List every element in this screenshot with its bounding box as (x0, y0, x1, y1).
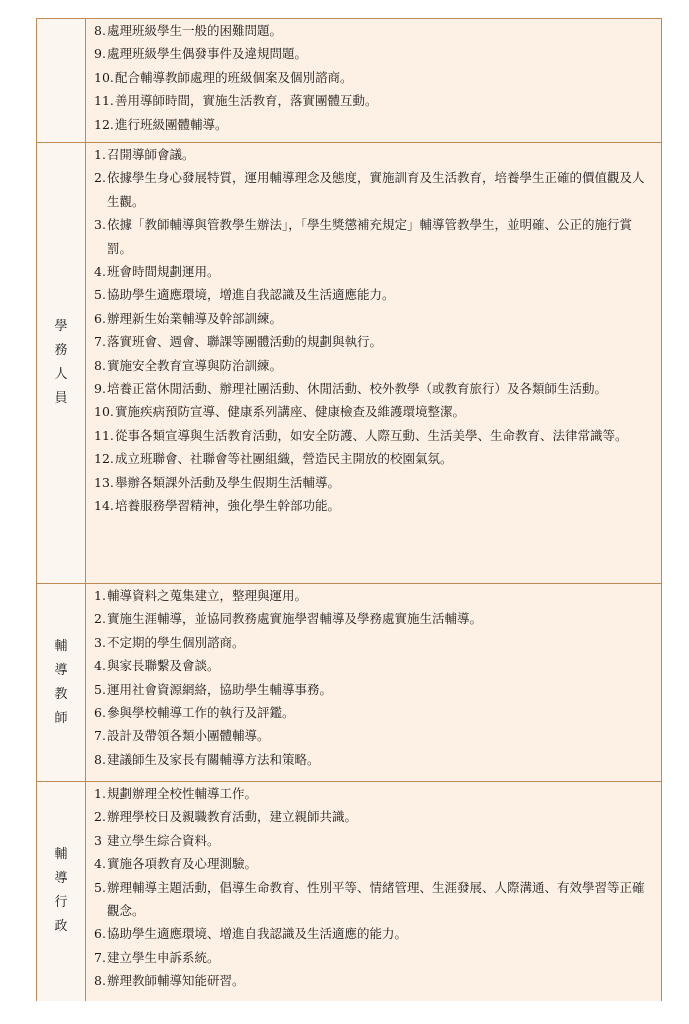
duty-list (94, 143, 653, 518)
item-number: 11. (94, 427, 114, 443)
item-text: 配合輔導教師處理的班級個案及個別諮商。 (115, 69, 353, 85)
item-text: 實施疾病預防宣導、健康系列講座、健康檢查及維護環境整潔。 (115, 404, 466, 420)
duty-cell-counseling-admin (86, 782, 662, 1001)
list-item (94, 447, 653, 470)
item-number: 2. (94, 809, 106, 825)
list-item (94, 852, 653, 875)
item-text: 規劃辦理全校性輔導工作。 (107, 786, 258, 801)
role-label: 學務人員 (54, 319, 68, 406)
duty-list (94, 584, 653, 771)
item-text: 實施各項教育及心理測驗。 (107, 856, 258, 872)
item-number: 14. (94, 498, 114, 514)
item-number: 1. (94, 786, 106, 801)
item-number: 13. (94, 474, 114, 490)
item-text: 處理班級學生一般的困難問題。 (107, 23, 283, 38)
list-item (94, 724, 653, 747)
item-number: 10. (94, 69, 114, 85)
item-text: 從事各類宣導與生活教育活動，如安全防護、人際互動、生活美學、生命教育、法律常識等。 (115, 427, 628, 443)
list-item (94, 876, 653, 923)
list-item (94, 471, 653, 494)
duty-list (94, 19, 653, 136)
item-text: 辦理學校日及親職教育活動，建立親師共識。 (107, 809, 358, 825)
item-text: 協助學生適應環境、增進自我認識及生活適應的能力。 (107, 926, 408, 942)
list-item (94, 307, 653, 330)
duty-cell-counselor (86, 584, 662, 782)
item-text: 建立學生申訴系統。 (107, 949, 220, 965)
list-item (94, 354, 653, 377)
item-text: 不定期的學生個別諮商。 (107, 634, 245, 650)
list-item (94, 42, 653, 65)
list-item (94, 969, 653, 992)
item-number: 11. (94, 93, 114, 109)
responsibilities-table (36, 18, 662, 1001)
item-number: 8. (94, 357, 106, 373)
list-item (94, 260, 653, 283)
item-text: 善用導師時間，實施生活教育，落實團體互動。 (115, 93, 378, 109)
item-number: 8. (94, 973, 106, 989)
item-text: 參與學校輔導工作的執行及評鑑。 (107, 705, 295, 721)
item-number: 1. (94, 588, 106, 603)
list-item (94, 19, 653, 42)
item-number: 3. (94, 217, 106, 233)
list-item (94, 805, 653, 828)
list-item (94, 66, 653, 89)
list-item (94, 654, 653, 677)
list-item (94, 424, 653, 447)
item-number: 1. (94, 147, 106, 162)
duty-cell-homeroom (86, 19, 662, 143)
item-number: 8. (94, 23, 106, 38)
list-item (94, 400, 653, 423)
list-item (94, 377, 653, 400)
item-text: 辦理新生始業輔導及幹部訓練。 (107, 310, 283, 326)
list-item (94, 494, 653, 517)
item-text: 培養服務學習精神，強化學生幹部功能。 (115, 498, 341, 514)
item-text: 實施安全教育宣導與防治訓練。 (107, 357, 283, 373)
item-text: 建立學生綜合資料。 (107, 832, 220, 848)
table-row (37, 143, 662, 584)
item-number: 6. (94, 310, 106, 326)
list-item (94, 89, 653, 112)
item-number: 7. (94, 949, 106, 965)
item-number: 6. (94, 705, 106, 721)
item-number: 12. (94, 451, 114, 467)
item-text: 輔導資料之蒐集建立，整理與運用。 (107, 588, 308, 603)
item-number: 4. (94, 856, 106, 872)
item-number: 10. (94, 404, 114, 420)
duty-cell-student-affairs (86, 143, 662, 584)
list-item (94, 584, 653, 607)
table-row (37, 19, 662, 143)
item-text: 召開導師會議。 (107, 147, 195, 162)
item-text: 協助學生適應環境，增進自我認識及生活適應能力。 (107, 287, 395, 303)
item-number: 4. (94, 264, 106, 280)
role-cell-counselor (37, 584, 86, 782)
item-text: 設計及帶領各類小團體輔導。 (107, 728, 270, 744)
list-item (94, 143, 653, 166)
table-row (37, 584, 662, 782)
item-text: 依據「教師輔導與管教學生辦法」，「學生獎懲補充規定」輔導管教學生，並明確、公正的施行賞罰。 (107, 217, 633, 256)
item-text: 落實班會、週會、聯課等團體活動的規劃與執行。 (107, 334, 383, 350)
list-item (94, 922, 653, 945)
list-item (94, 283, 653, 306)
list-item (94, 166, 653, 213)
item-text: 運用社會資源網絡，協助學生輔導事務。 (107, 681, 333, 697)
item-text: 辦理教師輔導知能研習。 (107, 973, 245, 989)
list-item (94, 631, 653, 654)
item-number: 8. (94, 751, 106, 767)
list-item (94, 213, 653, 260)
list-item (94, 748, 653, 771)
item-number: 2. (94, 170, 106, 186)
item-text: 舉辦各類課外活動及學生假期生活輔導。 (115, 474, 341, 490)
list-item (94, 113, 653, 136)
table-row (37, 782, 662, 1001)
item-number: 6. (94, 926, 106, 942)
item-number: 5. (94, 287, 106, 303)
list-item (94, 330, 653, 353)
item-number: 9. (94, 46, 106, 62)
list-item (94, 678, 653, 701)
item-text: 建議師生及家長有關輔導方法和策略。 (107, 751, 320, 767)
item-number: 5. (94, 681, 106, 697)
item-number: 7. (94, 728, 106, 744)
item-text: 進行班級團體輔導。 (115, 116, 228, 132)
item-text: 依據學生身心發展特質，運用輔導理念及態度，實施訓育及生活教育，培養學生正確的價值觀及人生觀。 (107, 170, 645, 209)
item-text: 辦理輔導主題活動，倡導生命教育、性別平等、情緒管理、生涯發展、人際溝通、有效學習等正確觀念。 (107, 879, 645, 919)
item-text: 培養正當休閒活動、辦理社團活動、休閒活動、校外教學（或教育旅行）及各類師生活動。 (107, 381, 608, 397)
item-number: 4. (94, 658, 106, 674)
item-number: 3 (94, 832, 102, 848)
list-item (94, 829, 653, 852)
list-item (94, 607, 653, 630)
role-cell-student-affairs (37, 143, 86, 584)
role-cell-counseling-admin (37, 782, 86, 1001)
item-number: 2. (94, 611, 106, 627)
item-text: 成立班聯會、社聯會等社團組織，營造民主開放的校園氣氛。 (115, 451, 453, 467)
role-label: 輔導教師 (54, 638, 68, 726)
item-number: 12. (94, 116, 114, 132)
item-number: 9. (94, 381, 106, 397)
item-text: 處理班級學生偶發事件及違規問題。 (107, 46, 308, 62)
role-label: 輔導行政 (54, 847, 68, 935)
list-item (94, 701, 653, 724)
item-text: 班會時間規劃運用。 (107, 264, 220, 280)
duty-list (94, 782, 653, 993)
list-item (94, 946, 653, 969)
item-text: 實施生涯輔導，並協同教務處實施學習輔導及學務處實施生活輔導。 (107, 611, 483, 627)
list-item (94, 782, 653, 805)
item-text: 與家長聯繫及會談。 (107, 658, 220, 674)
role-cell-homeroom (37, 19, 86, 143)
item-number: 3. (94, 634, 106, 650)
item-number: 7. (94, 334, 106, 350)
item-number: 5. (94, 879, 106, 895)
